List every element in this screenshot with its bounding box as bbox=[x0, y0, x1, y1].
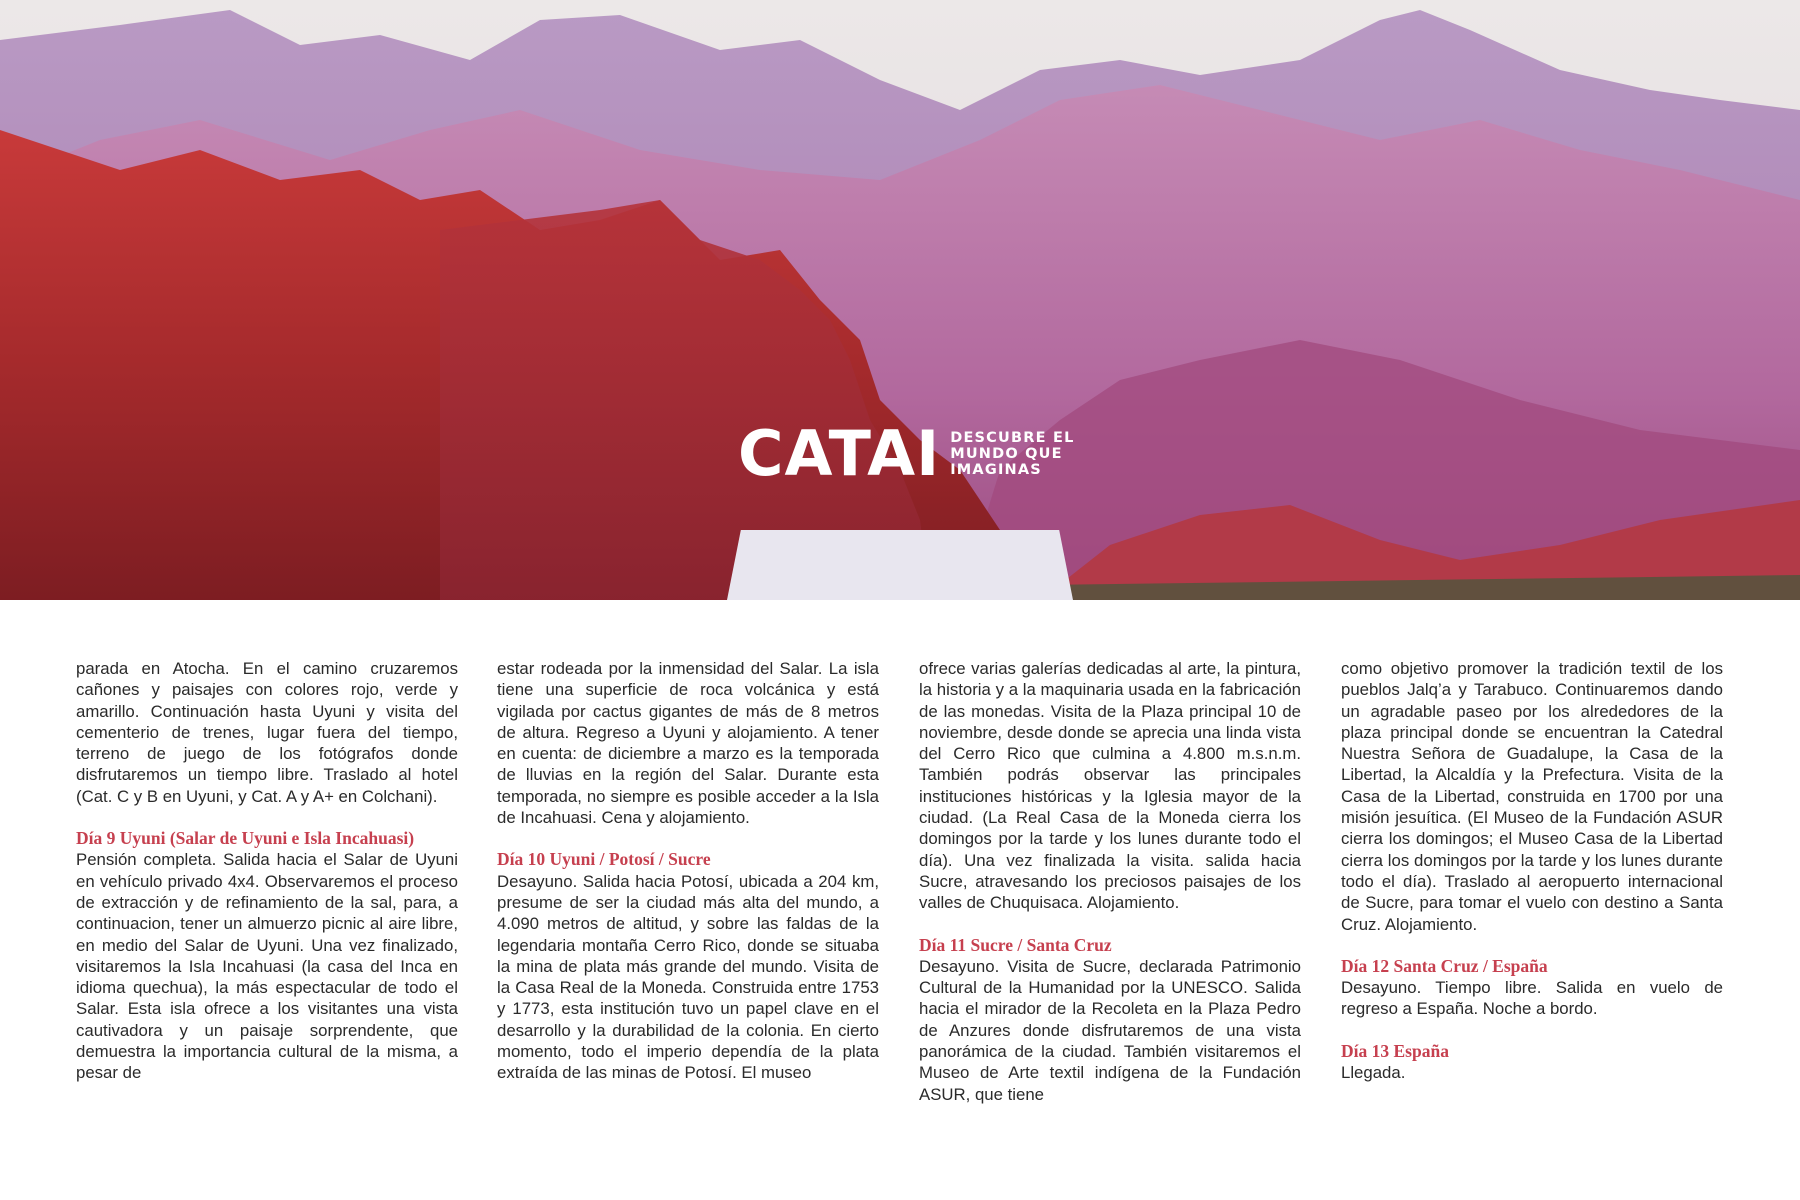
brand-logo bbox=[738, 417, 1075, 490]
brand-tagline-line: IMAGINAS bbox=[950, 462, 1042, 478]
page-tab-shape bbox=[727, 530, 1073, 600]
paragraph: estar rodeada por la inmensidad del Salar. La isla tiene una superficie de roca volcánica y está vigilada por cactus gigantes de más de 8 metros de altura. Regreso a Uyuni y alojamiento. A tener en cuenta: de diciembre a marzo es la temporada de lluvias en la región del Salar. Durante esta temporada, no siempre es posible acceder a la Isla de Incahuasi. Cena y alojamiento. bbox=[497, 659, 879, 828]
paragraph: como objetivo promover la tradición textil de los pueblos Jalq’a y Tarabuco. Continuaremos dando un agradable paseo por los alrededores de la plaza principal donde se encuentran la Catedral Nuestra Señora de Guadalupe, la Casa de la Libertad, la Alcaldía y la Prefectura. Visita de la Casa de la Libertad, construida en 1700 por una misión jesuítica. (El Museo de la Fundación ASUR cierra los domingos; el Museo Casa de la Libertad cierra los domingos por la tarde y los lunes durante todo el día). Traslado al aeropuerto internacional de Sucre, para tomar el vuelo con destino a Santa Cruz. Alojamiento. bbox=[1341, 659, 1723, 934]
itinerary-columns bbox=[76, 658, 1726, 1138]
paragraph: ofrece varias galerías dedicadas al arte, la pintura, la historia y a la maquinaria usada en la fabricación de las monedas. Visita de la Plaza principal 10 de noviembre, desde donde se aprecia una linda vista del Cerro Rico que culmina a 4.800 m.s.n.m. También podrás observar las principales instituciones históricas y la Iglesia mayor de la ciudad. (La Real Casa de la Moneda cierra los domingos por la tarde y los lunes durante todo el día). Una vez finalizada la visita. salida hacia Sucre, atravesando los preciosos paisajes de los valles de Chuquisaca. Alojamiento. bbox=[919, 659, 1301, 913]
paragraph: Desayuno. Salida hacia Potosí, ubicada a 204 km, presume de ser la ciudad más alta del mundo, a 4.090 metros de altitud, y sobre las faldas de la legendaria montaña Cerro Rico, donde se situaba la mina de plata más grande del mundo. Visita de la Casa Real de la Moneda. Construida entre 1753 y 1773, esta institución tuvo un papel clave en el desarrollo y la durabilidad de la colonia. En cierto momento, todo el imperio dependía de la plata extraída de las minas de Potosí. El museo bbox=[497, 871, 879, 1083]
brand-tagline bbox=[950, 430, 1074, 478]
brand-tagline-line: MUNDO QUE bbox=[950, 446, 1063, 462]
paragraph: Desayuno. Visita de Sucre, declarada Patrimonio Cultural de la Humanidad por la UNESCO. Salida hacia el mirador de la Recoleta en la Plaza Pedro de Anzures donde disfrutaremos de una vista panorámica de la ciudad. También visitaremos el Museo de Arte textil indígena de la Fundación ASUR, que tiene bbox=[919, 956, 1301, 1104]
text-column bbox=[919, 658, 1301, 1105]
text-column bbox=[76, 658, 458, 1084]
paragraph: Pensión completa. Salida hacia el Salar de Uyuni en vehículo privado 4x4. Observaremos el proceso de extracción y de refinamiento de la sal, para, a continuacion, tener un almuerzo picnic al aire libre, en medio del Salar de Uyuni. Una vez finalizado, visitaremos la Isla Incahuasi (la casa del Inca en idioma quechua), la más espectacular de todo el Salar. Esta isla ofrece a los visitantes una vista cautivadora y un paisaje sorprendente, que demuestra la importancia cultural de la misma, a pesar de bbox=[76, 850, 458, 1083]
text-column bbox=[497, 658, 879, 1084]
brand-name: CATAI bbox=[738, 417, 941, 490]
paragraph: parada en Atocha. En el camino cruzaremos cañones y paisajes con colores rojo, verde y amarillo. Continuación hasta Uyuni y visita del cementerio de trenes, lugar fuera del tiempo, terreno de juego de los fotógrafos donde disfrutaremos un tiempo libre. Traslado al hotel (Cat. C y B en Uyuni, y Cat. A y A+ en Colchani). bbox=[76, 659, 458, 806]
paragraph: Llegada. bbox=[1341, 1063, 1406, 1083]
day-heading: Día 12 Santa Cruz / España bbox=[1341, 955, 1548, 976]
paragraph: Desayuno. Tiempo libre. Salida en vuelo de regreso a España. Noche a bordo. bbox=[1341, 978, 1723, 1019]
day-heading: Día 13 España bbox=[1341, 1040, 1449, 1061]
day-heading: Día 9 Uyuni (Salar de Uyuni e Isla Incahuasi) bbox=[76, 828, 415, 849]
text-column bbox=[1341, 658, 1723, 1083]
day-heading: Día 11 Sucre / Santa Cruz bbox=[919, 934, 1112, 955]
brand-tagline-line: DESCUBRE EL bbox=[950, 430, 1075, 446]
day-heading: Día 10 Uyuni / Potosí / Sucre bbox=[497, 849, 711, 870]
